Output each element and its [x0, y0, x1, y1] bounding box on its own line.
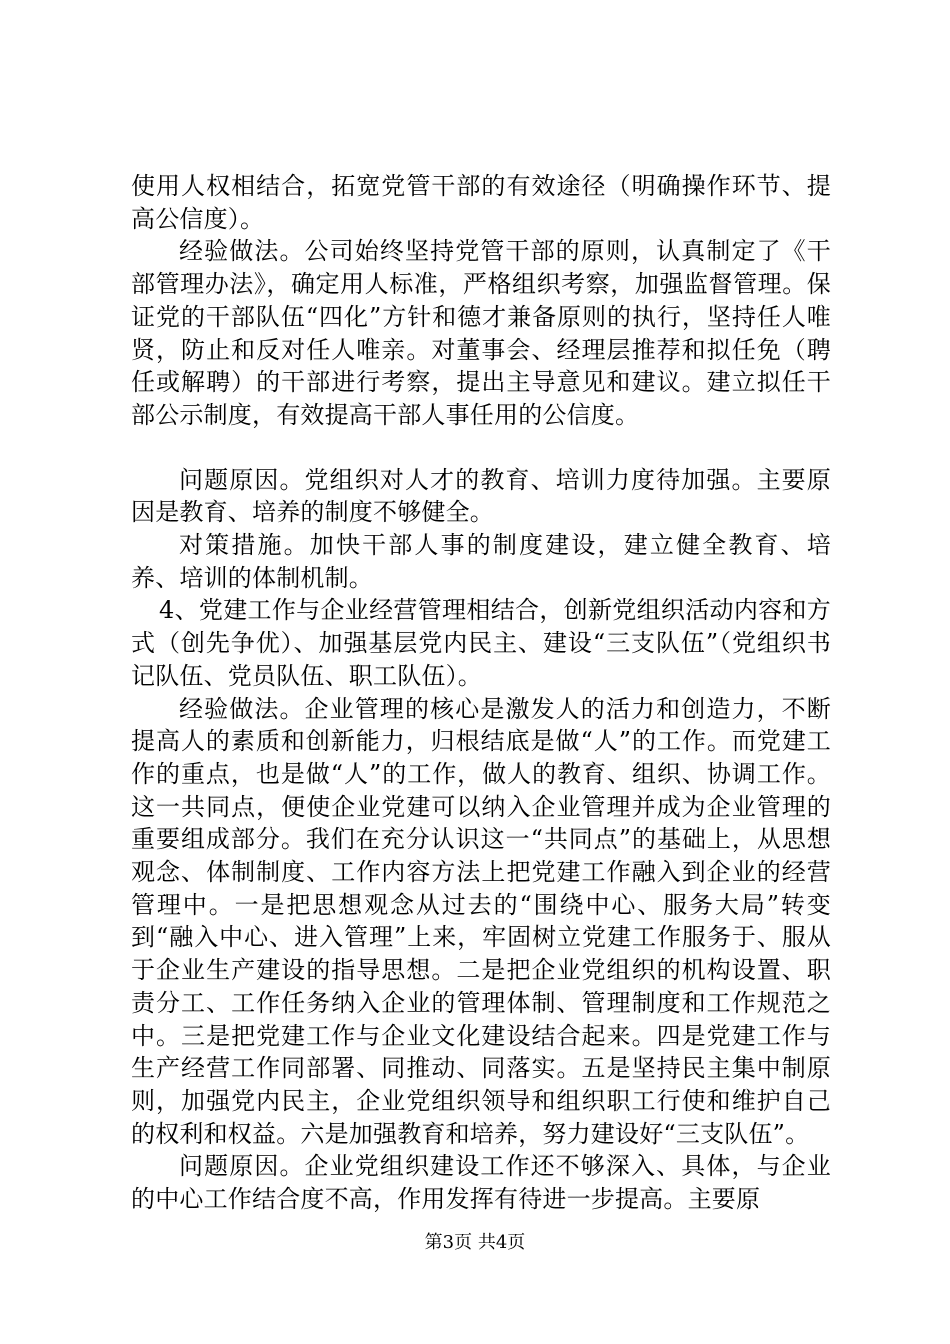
- paragraph-section-4-heading: 4、党建工作与企业经营管理相结合，创新党组织活动内容和方式（创先争优）、加强基层党内民主、建设“三支队伍”（党组织书记队伍、党员队伍、职工队伍）。: [131, 596, 831, 690]
- paragraph-experience-management: 经验做法。企业管理的核心是激发人的活力和创造力，不断提高人的素质和创新能力，归根结底是做“人”的工作。而党建工作的重点，也是做“人”的工作，做人的教育、组织、协调工作。这一共同点，便使企业党建可以纳入企业管理并成为企业管理的重要组成部分。我们在充分认识这一“共同点”的基础上，从思想观念、体制制度、工作内容方法上把党建工作融入到企业的经营管理中。一是把思想观念从过去的“围绕中心、服务大局”转变到“融入中心、进入管理”上来，牢固树立党建工作服务于、服从于企业生产建设的指导思想。二是把企业党组织的机构设置、职责分工、工作任务纳入企业的管理体制、管理制度和工作规范之中。三是把党建工作与企业文化建设结合起来。四是党建工作与生产经营工作同部署、同推动、同落实。五是坚持民主集中制原则，加强党内民主，企业党组织领导和组织职工行使和维护自己的权利和权益。六是加强教育和培养，努力建设好“三支队伍”。: [131, 694, 831, 1148]
- paragraph-problem-cause-2: 问题原因。企业党组织建设工作还不够深入、具体，与企业的中心工作结合度不高，作用发挥有待进一步提高。主要原: [131, 1152, 831, 1214]
- paragraph-experience-cadre: 经验做法。公司始终坚持党管干部的原则，认真制定了《干部管理办法》，确定用人标准，严格组织考察，加强监督管理。保证党的干部队伍“四化”方针和德才兼备原则的执行，坚持任人唯贤，防止和反对任人唯亲。对董事会、经理层推荐和拟任免（聘任或解聘）的干部进行考察，提出主导意见和建议。建立拟任干部公示制度，有效提高干部人事任用的公信度。: [131, 237, 831, 429]
- document-body: [131, 170, 831, 1216]
- paragraph-problem-cause-1: 问题原因。党组织对人才的教育、培训力度待加强。主要原因是教育、培养的制度不够健全。: [131, 465, 831, 527]
- paragraph-continuation: 使用人权相结合，拓宽党管干部的有效途径（明确操作环节、提高公信度）。: [131, 172, 831, 233]
- page-footer: 第3页 共4页: [424, 1232, 526, 1253]
- paragraph-gap: [131, 432, 831, 464]
- paragraph-countermeasure: 对策措施。加快干部人事的制度建设，建立健全教育、培养、培训的体制机制。: [131, 531, 831, 592]
